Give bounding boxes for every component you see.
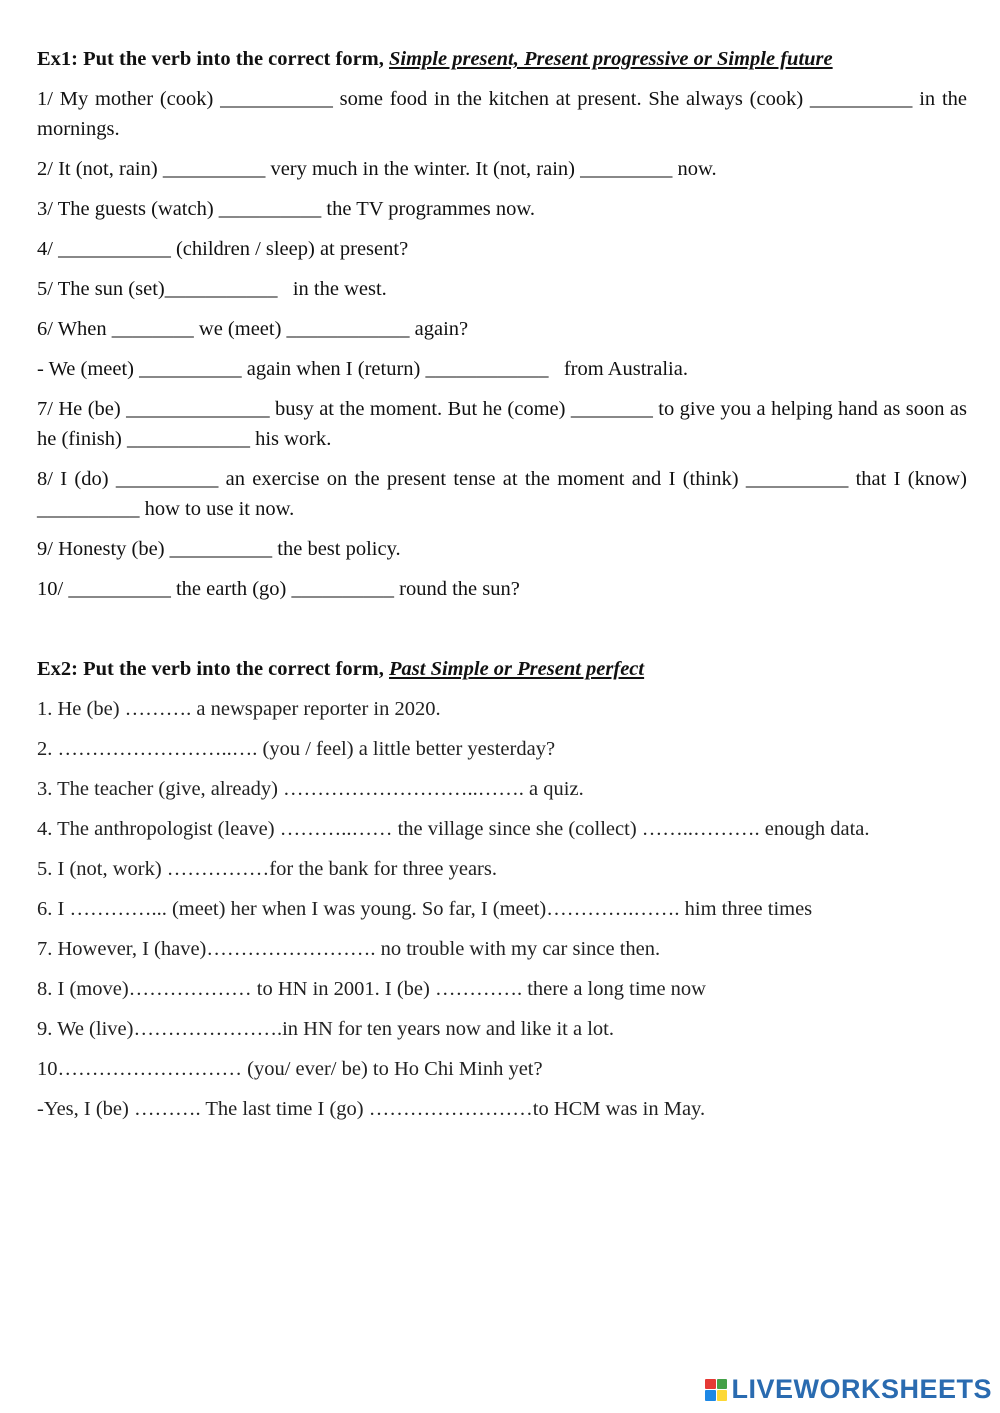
- ex2-title: Ex2: Put the verb into the correct form,: [37, 658, 390, 680]
- ex1-item-1: 1/ My mother (cook) ___________ some food in the kitchen at present. She always (cook) __________ in the mornings.: [37, 88, 967, 140]
- ex2-subtitle: Past Simple or Present perfect: [389, 658, 645, 680]
- liveworksheets-logo-icon: [705, 1379, 727, 1401]
- ex1-heading: [37, 44, 967, 74]
- ex1-item-7: 7/ He (be) ______________ busy at the moment. But he (come) ________ to give you a helping hand as soon as he (finish) ____________ his work.: [37, 398, 967, 450]
- ex1-item-10: 10/ __________ the earth (go) __________ round the sun?: [37, 578, 520, 600]
- worksheet: [37, 44, 967, 1134]
- ex1-item-4: 4/ ___________ (children / sleep) at present?: [37, 238, 409, 260]
- ex1-title: Ex1: Put the verb into the correct form,: [37, 48, 390, 70]
- ex1-subtitle: Simple present, Present progressive or Simple future: [389, 48, 833, 70]
- ex2-item-3: 3. The teacher (give, already) ………………………..……. a quiz.: [37, 778, 584, 800]
- ex1-item-9: 9/ Honesty (be) __________ the best policy.: [37, 538, 401, 560]
- ex2-item-1: 1. He (be) ………. a newspaper reporter in 2020.: [37, 698, 441, 720]
- ex1-item-5: 5/ The sun (set)___________ in the west.: [37, 278, 387, 300]
- ex2-item-6: 6. I …………... (meet) her when I was young. So far, I (meet)………….……. him three times: [37, 898, 813, 920]
- logo-square-1: [705, 1379, 716, 1390]
- ex2-item-2: 2. ……………………..…. (you / feel) a little better yesterday?: [37, 738, 556, 760]
- liveworksheets-logo: [705, 1374, 992, 1405]
- ex1-item-6: 6/ When ________ we (meet) ____________ again?: [37, 318, 469, 340]
- ex2-item-10-answer: -Yes, I (be) ………. The last time I (go) ……………………to HCM was in May.: [37, 1098, 706, 1120]
- ex2-item-9: 9. We (live)………………….in HN for ten years now and like it a lot.: [37, 1018, 614, 1040]
- ex2-heading: [37, 654, 967, 684]
- ex1-item-3: 3/ The guests (watch) __________ the TV programmes now.: [37, 198, 535, 220]
- logo-square-4: [717, 1390, 728, 1401]
- ex2-item-4: 4. The anthropologist (leave) ………..…… the village since she (collect) ……..………. enough data.: [37, 818, 870, 840]
- ex2-item-5: 5. I (not, work) ……………for the bank for three years.: [37, 858, 497, 880]
- ex1-item-6-answer: - We (meet) __________ again when I (return) ____________ from Australia.: [37, 358, 688, 380]
- logo-square-2: [717, 1379, 728, 1390]
- logo-text: LIVEWORKSHEETS: [731, 1374, 992, 1404]
- section-gap: [37, 614, 967, 654]
- ex2-item-7: 7. However, I (have)……………………. no trouble with my car since then.: [37, 938, 661, 960]
- ex2-item-8: 8. I (move)……………… to HN in 2001. I (be) …………. there a long time now: [37, 978, 706, 1000]
- ex2-item-10: 10……………………… (you/ ever/ be) to Ho Chi Minh yet?: [37, 1058, 543, 1080]
- logo-square-3: [705, 1390, 716, 1401]
- ex1-item-2: 2/ It (not, rain) __________ very much in the winter. It (not, rain) _________ now.: [37, 158, 717, 180]
- ex1-item-8: 8/ I (do) __________ an exercise on the present tense at the moment and I (think) __________ that I (know) __________ how to use it now.: [37, 468, 967, 520]
